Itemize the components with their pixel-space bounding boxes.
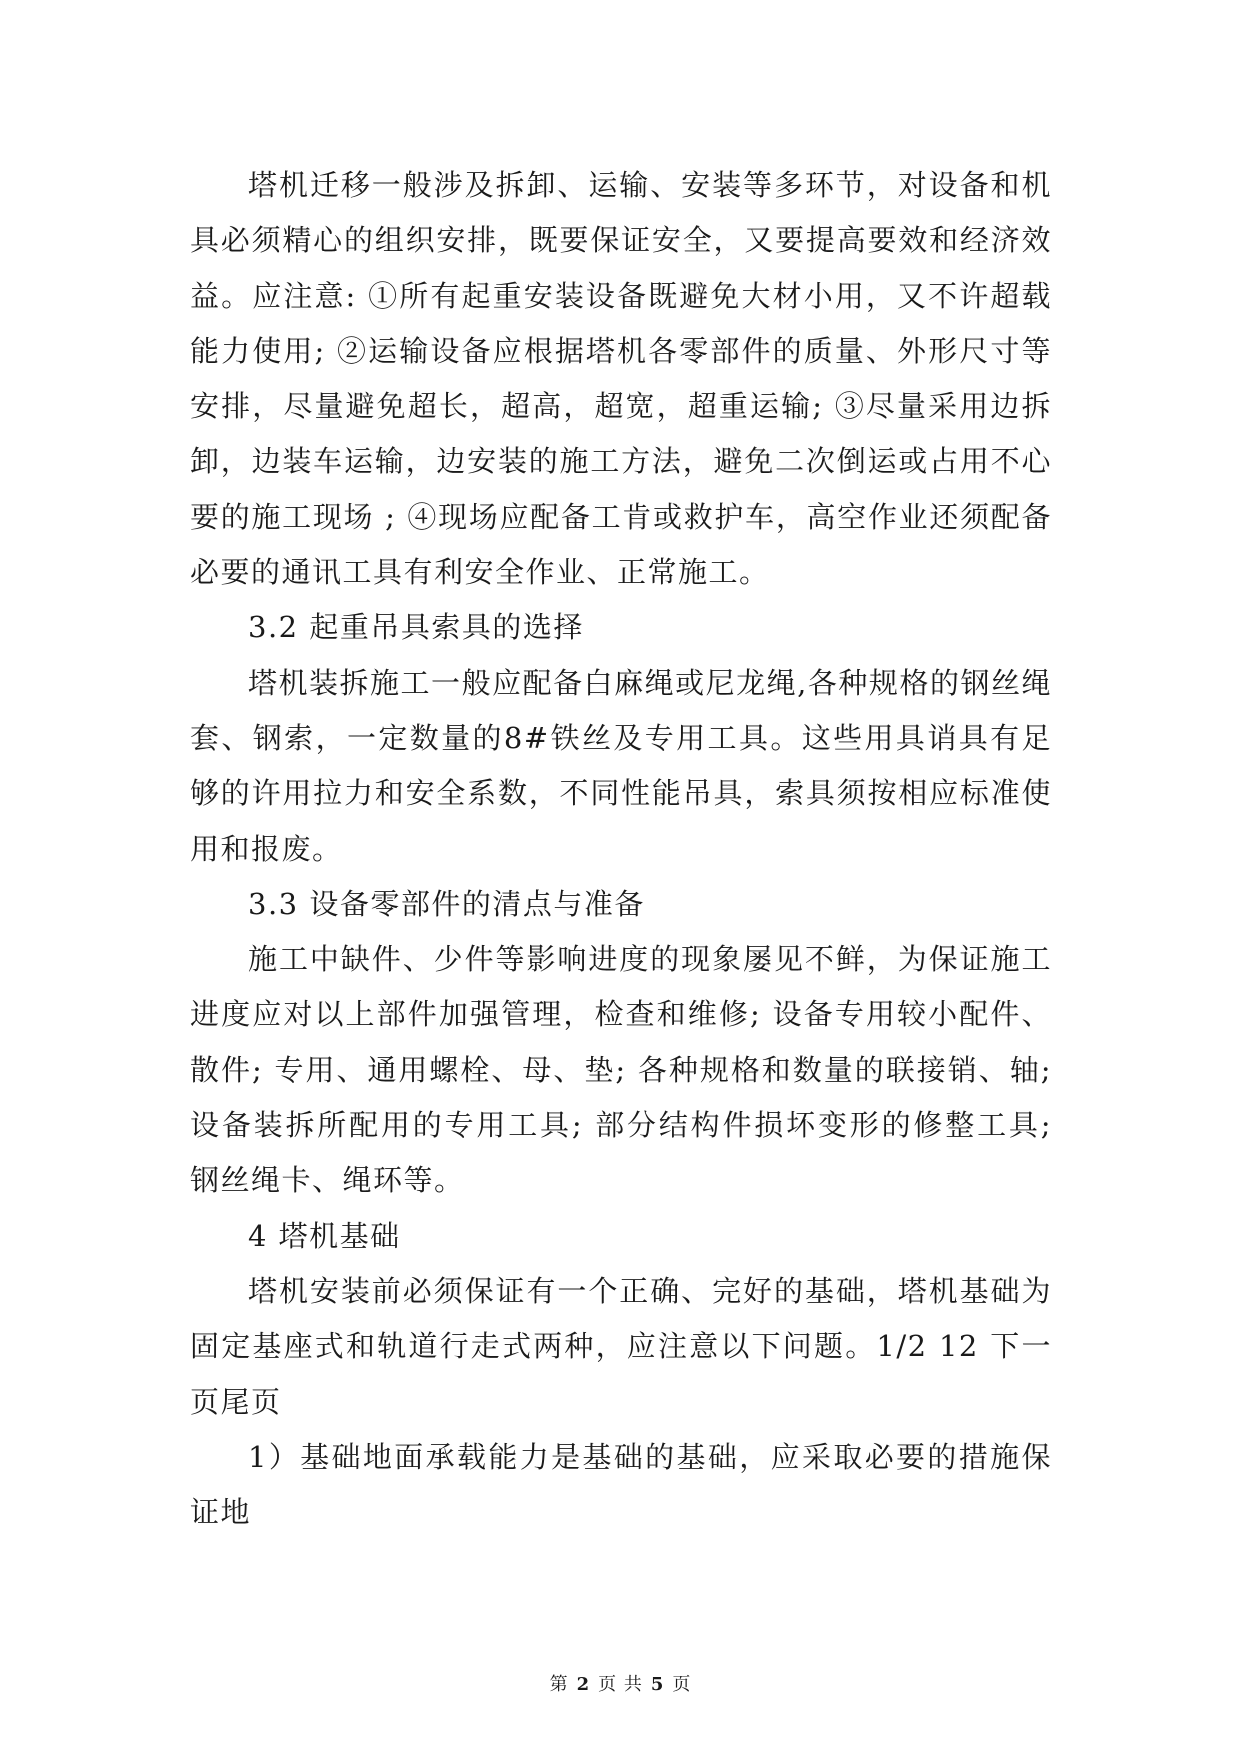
footer-total-pages: 5: [650, 1674, 665, 1695]
footer-middle: 页 共: [598, 1674, 643, 1695]
footer-suffix: 页: [672, 1674, 692, 1695]
section-heading-3-3: 3.3 设备零部件的清点与准备: [248, 886, 645, 921]
footer-prefix: 第: [549, 1674, 569, 1695]
page-footer: [0, 1670, 1241, 1696]
section-heading-4: 4 塔机基础: [248, 1218, 401, 1253]
document-body: [190, 158, 1052, 1540]
paragraph-tower-crane-relocation: 塔机迁移一般涉及拆卸、运输、安装等多环节，对设备和机具必须精心的组织安排，既要保证安全，又要提高要效和经济效益。应注意: ①所有起重安装设备既避免大材小用，又不许超载能力使用; ②运输设备应根据塔机各零部件的质量、外形尺寸等安排，尽量避免超长，超高，超宽，超重运输; ③尽量采用边拆卸，边装车运输，边安装的施工方法，避免二次倒运或占用不心要的施工现场 ; ④现场应配备工肯或救护车，高空作业还须配备必要的通讯工具有利安全作业、正常施工。: [190, 168, 1052, 590]
paragraph-foundation-intro: 塔机安装前必须保证有一个正确、完好的基础，塔机基础为固定基座式和轨道行走式两种，应注意以下问题。1/2 12 下一页尾页: [190, 1273, 1052, 1419]
footer-page-number: 2: [576, 1674, 591, 1695]
paragraph-foundation-item-1: 1）基础地面承载能力是基础的基础，应采取必要的措施保证地: [190, 1439, 1052, 1530]
paragraph-parts-inventory: 施工中缺件、少件等影响进度的现象屡见不鲜，为保证施工进度应对以上部件加强管理，检查和维修; 设备专用较小配件、散件; 专用、通用螺栓、母、垫; 各种规格和数量的联接销、轴; 设备装拆所配用的专用工具; 部分结构件损坏变形的修整工具; 钢丝绳卡、绳环等。: [190, 942, 1052, 1198]
paragraph-rigging-selection: 塔机装拆施工一般应配备白麻绳或尼龙绳,各种规格的钢丝绳套、钢索，一定数量的8#铁丝及专用工具。这些用具诮具有足够的许用拉力和安全系数，不同性能吊具，索具须按相应标准使用和报废。: [190, 665, 1052, 866]
section-heading-3-2: 3.2 起重吊具索具的选择: [248, 610, 584, 645]
